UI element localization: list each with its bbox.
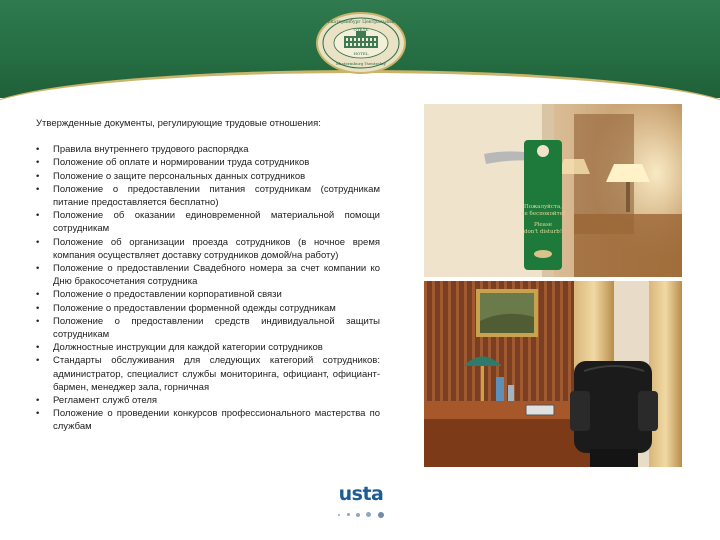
list-item: • Стандарты обслуживания для следующих категорий сотрудников: администратор, специалист службы мониторинга, официант, официант-бармен, менеджер зала, горничная — [36, 354, 380, 394]
hotel-room-desk-photo — [424, 281, 682, 467]
usta-logo — [334, 484, 388, 514]
list-item: • Положение об оплате и нормировании труда сотрудников — [36, 156, 380, 169]
intro-text: Утвержденные документы, регулирующие трудовые отношения: — [36, 118, 321, 129]
brand-dots — [334, 506, 388, 514]
documents-list-section — [36, 117, 380, 434]
list-item: • Регламент служб отеля — [36, 394, 380, 407]
door-hanger-line-1: Пожалуйста, — [524, 204, 562, 210]
documents-list — [36, 143, 380, 433]
list-item: • Положение о предоставлении форменной одежды сотрудникам — [36, 302, 380, 315]
list-item: • Положение о предоставлении корпоративной связи — [36, 288, 380, 301]
hotel-logo — [316, 12, 406, 74]
brand-name: usta — [338, 483, 384, 505]
list-item: • Положение об организации проезда сотрудников (в ночное время компания осуществляет доставку сотрудников домой/на работу) — [36, 236, 380, 262]
logo-text-bottom: Ekaterinburg Tsentralny — [336, 61, 386, 66]
logo-hotel: HOTEL — [353, 51, 369, 56]
door-hanger-line-4: don't disturb! — [523, 229, 563, 235]
list-item: • Положение об оказании единовременной материальной помощи сотрудникам — [36, 209, 380, 235]
door-hanger-line-3: Please — [533, 222, 553, 228]
list-item: • Положение о предоставлении питания сотрудникам (сотрудникам питание предоставляется бесплатно) — [36, 183, 380, 209]
list-item: • Положение о предоставлении средств индивидуальной защиты сотрудникам — [36, 315, 380, 341]
list-item: • Правила внутреннего трудового распорядка — [36, 143, 380, 156]
logo-text-mid: ОТЕЛЬ — [353, 27, 369, 32]
door-hanger-line-2: не беспокойте! — [520, 211, 566, 217]
logo-text-top: Екатеринбург Центральный — [327, 20, 395, 25]
door-hanger-photo — [424, 104, 682, 277]
list-item: • Положение о защите персональных данных сотрудников — [36, 170, 380, 183]
list-item: • Положение о предоставлении Свадебного номера за счет компании ко Дню бракосочетания сотрудника — [36, 262, 380, 288]
list-item: • Положение о проведении конкурсов профессионального мастерства по службам — [36, 407, 380, 433]
list-item: • Должностные инструкции для каждой категории сотрудников — [36, 341, 380, 354]
